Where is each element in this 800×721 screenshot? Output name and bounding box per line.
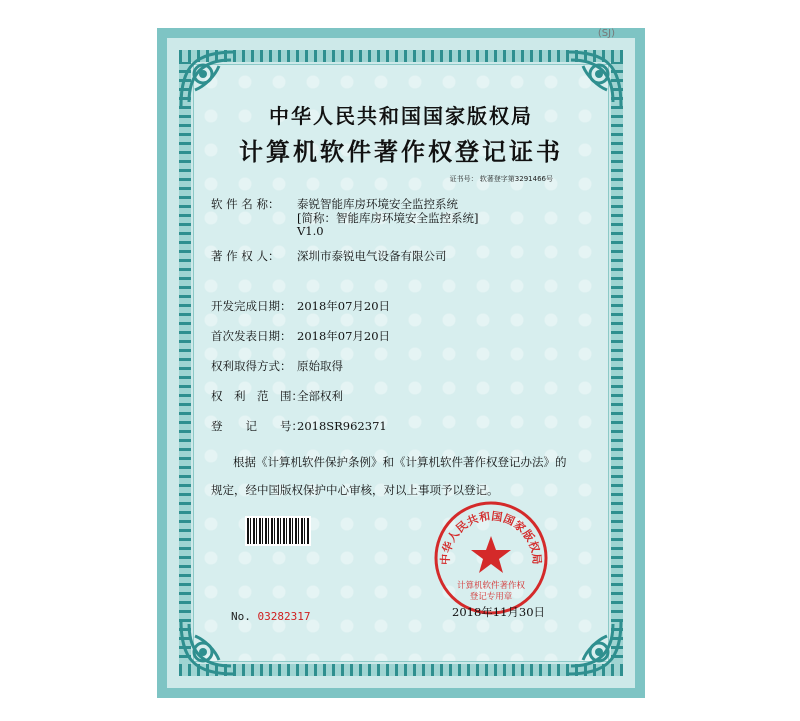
cert-no-value: 软著登字第3291466号: [479, 175, 553, 183]
issue-date: 2018年11月30日: [452, 605, 546, 619]
field-completion-date: [211, 298, 390, 314]
field-label: 开发完成日期：: [211, 299, 292, 313]
field-value: 全部权利: [297, 389, 343, 403]
star-icon: [471, 536, 511, 573]
field-label: 权利取得方式：: [211, 359, 292, 373]
field-value: 2018年07月20日: [297, 299, 391, 313]
field-value: 2018年07月20日: [297, 329, 391, 343]
top-mark: (SJ): [597, 28, 615, 39]
seal-ring-text: 中华人民共和国国家版权局: [438, 509, 544, 566]
serial-value: 03282317: [257, 610, 311, 623]
field-label: 首次发表日期：: [211, 329, 292, 343]
issuer-title: 中华人民共和国国家版权局: [269, 104, 533, 128]
certificate-title: 计算机软件著作权登记证书: [239, 138, 563, 166]
field-value: 深圳市泰锐电气设备有限公司: [297, 249, 447, 263]
certificate-number: [450, 174, 553, 184]
cert-no-label: 证书号：: [449, 175, 478, 183]
field-acquisition-method: [211, 358, 343, 374]
certificate: [157, 28, 645, 698]
field-value: 原始取得: [297, 359, 343, 373]
field-label: 著 作 权 人：: [211, 249, 280, 263]
field-version: V1.0: [297, 224, 324, 238]
field-label: 权 利 范 围：: [211, 389, 303, 403]
statement-line-1: 根据《计算机软件保护条例》和《计算机软件著作权登记办法》的: [233, 455, 567, 469]
field-rights-scope: [211, 388, 343, 404]
field-registration-number: [211, 418, 387, 434]
field-value: 泰锐智能库房环境安全监控系统: [297, 197, 458, 211]
field-copyright-owner: [211, 248, 447, 264]
seal-inner-line2: 登记专用章: [469, 592, 513, 602]
ornament-corner-icon: [557, 610, 627, 680]
serial-prefix: No.: [231, 610, 251, 623]
seal-inner-line1: 计算机软件著作权: [456, 581, 526, 591]
official-seal: [431, 498, 551, 618]
field-short-name: [简称：智能库房环境安全监控系统]: [297, 211, 479, 225]
barcode-icon: [245, 516, 311, 546]
statement-line-2: 规定，经中国版权保护中心审核，对以上事项予以登记。: [211, 483, 499, 497]
field-label: 软 件 名 称：: [211, 197, 280, 211]
serial-number: [231, 610, 310, 623]
field-label: 登 记 号：: [211, 419, 303, 433]
field-publication-date: [211, 328, 390, 344]
field-value: 2018SR962371: [297, 419, 387, 433]
